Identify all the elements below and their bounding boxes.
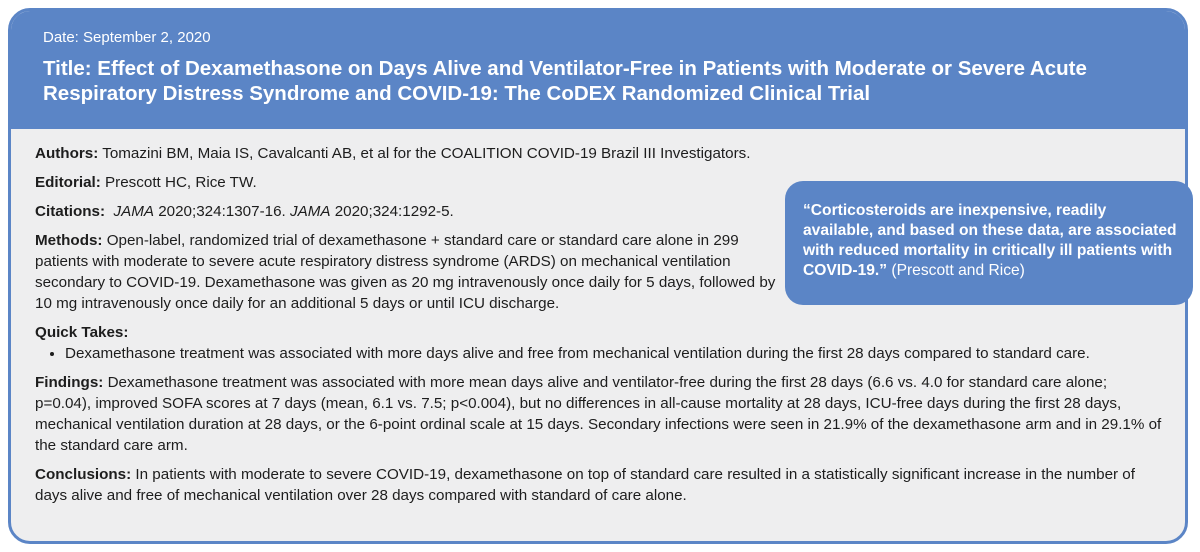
methods-paragraph	[35, 230, 795, 314]
findings-paragraph	[35, 372, 1165, 456]
conclusions-paragraph	[35, 464, 1165, 506]
card-header	[11, 11, 1185, 129]
quick-takes-list	[35, 343, 1165, 364]
quick-take-item: • Dexamethasone treatment was associated with more days alive and free from mechanical ventilation during the first 28 days compared to standard care.	[65, 343, 1165, 364]
findings-text: Dexamethasone treatment was associated with more mean days alive and ventilator-free during the first 28 days (6.6 vs. 4.0 for standard care alone; p=0.04), improved SOFA scores at 7 days (mean, 6.1 vs. 7.5; p<0.004), but no differences in all-cause mortality at 28 days, ICU-free days during the first 28 days, mechanical ventilation duration at 28 days, or the 6-point ordinal scale at 15 days. Secondary infections were seen in 21.9% of the dexamethasone arm and in 29.1% of the standard care arm.	[35, 374, 1162, 454]
citation-journal-1: JAMA	[113, 203, 154, 220]
article-title: Title: Effect of Dexamethasone on Days Alive and Ventilator-Free in Patients with Moderate or Severe Acute Respiratory Distress Syndrome and COVID-19: The CoDEX Randomized Clinical Trial	[43, 57, 1087, 105]
conclusions-text: In patients with moderate to severe COVID-19, dexamethasone on top of standard care resulted in a statistically significant increase in the number of days alive and free of mechanical ventilation over 28 days compared with standard of care alone.	[35, 466, 1135, 504]
quick-takes-label: Quick Takes:	[35, 324, 129, 341]
findings-label: Findings:	[35, 374, 104, 391]
methods-label: Methods:	[35, 232, 103, 249]
citation-journal-2: JAMA	[289, 203, 331, 220]
editorial-text: Prescott HC, Rice TW.	[100, 174, 257, 191]
authors-line	[35, 143, 1165, 164]
editorial-label: Editorial:	[35, 174, 101, 191]
conclusions-label: Conclusions:	[35, 466, 132, 483]
authors-text: Tomazini BM, Maia IS, Cavalcanti AB, et al for the COALITION COVID-19 Brazil III Investigators.	[98, 145, 751, 162]
methods-text: Open-label, randomized trial of dexamethasone + standard care or standard care alone in 299 patients with moderate to severe acute respiratory distress syndrome (ARDS) on mechanical ventilation secondary to COVID-19. Dexamethasone was given as 20 mg intravenously once daily for 5 days, followed by 10 mg intravenously once daily for an additional 5 days or until ICU discharge.	[35, 232, 776, 312]
citation-text-1: 2020;324:1307-16.	[154, 203, 290, 220]
quote-attribution: (Prescott and Rice)	[887, 262, 1025, 279]
citations-label: Citations:	[35, 203, 106, 220]
citation-text-2: 2020;324:1292-5.	[330, 203, 454, 220]
pull-quote	[785, 181, 1193, 305]
quote-text: “Corticosteroids are inexpensive, readily available, and based on these data, are associated with reduced mortality in critically ill patients with COVID-19.”	[803, 202, 1177, 279]
authors-label: Authors:	[35, 145, 99, 162]
date-line: Date: September 2, 2020	[43, 29, 211, 46]
